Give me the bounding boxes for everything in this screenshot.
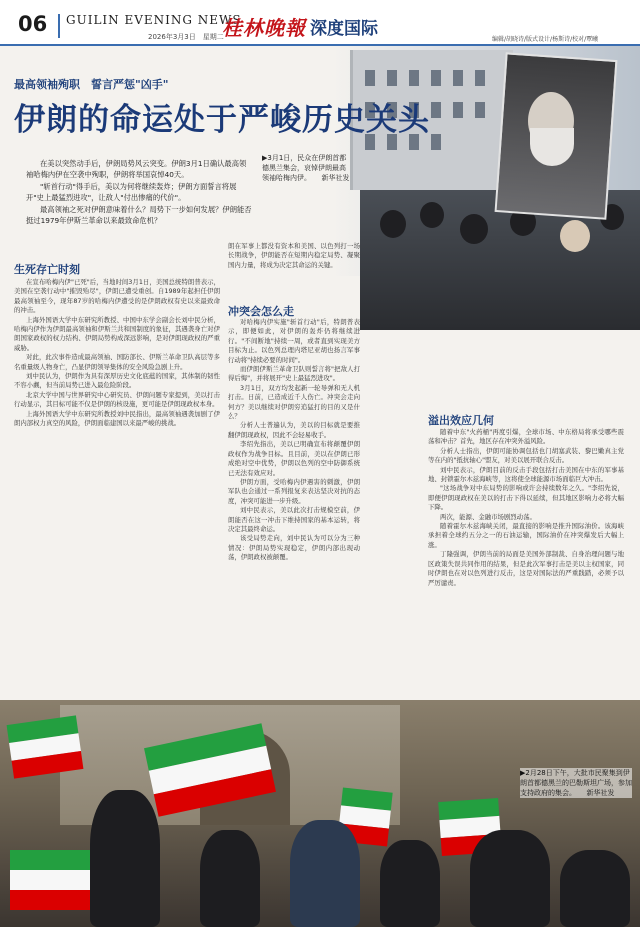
section-heading: 生死存亡时刻: [14, 263, 80, 276]
intro-paragraph: 在美以突然动手后，伊朗局势风云突变。伊朗3月1日确认最高领袖哈梅内伊在空袭中殉职，伊朗将举国哀悼40天。: [26, 159, 247, 179]
body-paragraph: 刘中民认为，伊朗作为具有深厚历史文化底蕴的国家，其体制的韧性不容小觑，但当前局势已进入最危险阶段。: [14, 372, 220, 390]
body-paragraph: 上海外国语大学中东研究所教授、中国中东学会副会长刘中民分析，哈梅内伊作为伊朗最高领袖和伊斯兰共和国制度的象征，其遇袭身亡对伊朗国家政权的权力结构、伊朗局势构成深远影响，是对伊朗现政权的严重威胁。: [14, 315, 220, 352]
body-paragraph: 随着中东"火药桶"再度引爆，全球市场、中东格局将承受哪些震荡和冲击？首先，地区存在冲突外溢风险。: [428, 428, 624, 446]
body-paragraph: 北京大学中国与世界研究中心研究员、伊朗问题专家提到，美以打击行动显示，其目标可能不仅是伊朗的核设施，更可能是伊朗现政权本身。: [14, 390, 220, 409]
body-paragraph: 而伊朗伊斯兰革命卫队则誓言将"把敌人打得后悔"，并将展开"史上最猛烈进攻"。: [228, 365, 360, 383]
top-photo-caption: ▶3月1日，民众在伊朗首都德黑兰集会，哀悼伊朗最高领袖哈梅内伊。 新华社发: [262, 154, 350, 182]
body-paragraph: 对哈梅内伊实施"斩首行动"后，特朗普表示，即便如此，对伊朗的轰炸仍将继续进行。"不间断地"持续一周，或者直到实现美方目标为止。以色列总理内塔尼亚胡也扬言军事行动将"持续必要的时间"。: [228, 318, 360, 364]
section-heading: 溢出效应几何: [428, 414, 494, 427]
paper-brand-logo: 桂林晚報: [222, 16, 306, 40]
protester-figure: [380, 840, 440, 927]
body-paragraph: 该受局势走向，刘中民认为可以分为三种情况：伊朗局势实现稳定，伊朗内部出现动荡，伊朗政权被颠覆。: [228, 534, 360, 562]
body-paragraph: 在宣布哈梅内伊"已死"后，当地时间3月1日，美国总统特朗普表示，美国在空袭行动中"摧毁殆尽"，伊朗已遭受重创。自1989年起担任伊朗最高领袖至今，现年87岁的哈梅内伊遭受的是伊朗政权有史以来最致命的冲击。: [14, 278, 220, 315]
bottom-photo-caption: ▶2月28日下午，大批市民聚集到伊朗首都德黑兰的巴勒斯坦广场，参加支持政府的集会。 新华社发: [520, 769, 632, 797]
intro-paragraph: 最高领袖之死对伊朗意味着什么？局势下一步如何发展？伊朗能否挺过1979年伊斯兰革命以来最致命危机？: [26, 205, 252, 225]
header-divider: [58, 14, 60, 38]
article-deck: 最高领袖殉职 誓言严惩"凶手": [14, 78, 169, 91]
body-paragraph: 分析人士指出，伊朗可能协调包括也门胡塞武装、黎巴嫩真主党等在内的"抵抗轴心"盟友，对美以展开联合反击。: [428, 446, 624, 465]
protester-figure: [90, 790, 160, 927]
protester-figure: [560, 850, 630, 927]
section-body: [14, 278, 220, 429]
iran-flag-icon: [7, 715, 84, 778]
body-paragraph: 随着霍尔木兹海峡关闭，最直接的影响是推升国际油价。该海峡承担着全球约五分之一的石油运输，国际油价在冲突爆发后大幅上涨。: [428, 522, 624, 549]
body-paragraph: 伊朗方面，受哈梅内伊遇害的刺激，伊朗军队也会通过一系列报复来表达坚决对抗的态度，冲突可能进一步升级。: [228, 477, 360, 505]
issue-date: 2026年3月3日 星期二: [148, 33, 224, 41]
section-body: [228, 318, 360, 563]
iran-flag-icon: [10, 850, 100, 910]
paper-name-en: GUILIN EVENING NEWS: [66, 13, 242, 27]
body-paragraph: 丁隆强调，伊朗当前的局面是美国外部制裁、自身治理问题与地区政策失误共同作用的结果，但是此次军事打击是美以主权国家，同时伊朗也在对以色列进行反击，这是对国际法的严重践踏，必须予以严厉谴责。: [428, 550, 624, 587]
section-heading: 冲突会怎么走: [228, 305, 294, 318]
body-paragraph: 对此，此次事件造成最高领袖、国防部长、伊斯兰革命卫队高层等多名重量级人物身亡，凸显伊朗领导集体的安全风险急剧上升。: [14, 353, 220, 371]
body-paragraph: 上海外国语大学中东研究所教授刘中民指出，最高领袖遇袭加剧了伊朗内部权力真空的风险，伊朗面临建国以来最严峻的挑战。: [14, 409, 220, 428]
body-paragraph: "这场战争对中东局势的影响或许会持续数年之久。"李绍先说，即便伊朗现政权在美以的打击下得以延续，但其地区影响力必将大幅下降。: [428, 484, 624, 512]
page-number: 06: [18, 12, 48, 36]
protester-figure: [200, 830, 260, 927]
section-title: 深度国际: [310, 19, 378, 39]
intro-paragraph: "斩首行动"得手后，美以为何将继续轰炸；伊朗方面誓言将展开"史上最猛烈进攻"，让敌人"付出惨痛的代价"。: [26, 182, 237, 202]
article-headline: 伊朗的命运处于严峻历史关头: [14, 102, 430, 138]
article-intro: [26, 158, 252, 227]
section-lead: 朗在军事上都没有资本和美国、以色列打一场长期战争，伊朗能否在短期内稳定局势、凝聚国内力量，将成为决定其命运的关键。: [228, 242, 360, 269]
body-paragraph: 3月1日，双方均发起新一轮导弹和无人机打击。日前，已造成近千人伤亡。冲突会走向何方？美以继续对伊朗穷追猛打的目的又是什么？: [228, 383, 360, 421]
protester-figure: [290, 820, 360, 927]
body-paragraph: 两次，能源、金融市场剧烈动荡。: [440, 512, 536, 521]
body-paragraph: 分析人士普遍认为，美以的目标就是要推翻伊朗现政权，因此不会轻易收手。: [228, 421, 360, 439]
protester-figure: [470, 830, 550, 927]
body-paragraph: 李绍先指出，美以已明确宣布将颠覆伊朗政权作为战争目标。且目前，美以在伊朗已形成绝对空中优势，伊朗以色列的空中防御系统已无法有效应对。: [228, 440, 360, 477]
editor-credits: 编辑/胡晓诗/版式设计/杨斯诗/校对/覃曦: [492, 36, 599, 43]
section-body: [428, 428, 624, 588]
body-paragraph: 刘中民表示，美以此次打击规模空前，伊朗能否在这一冲击下维持国家的基本运转，将决定其最终命运。: [228, 506, 360, 533]
body-paragraph: 刘中民表示，伊朗目前的反击手段包括打击美国在中东的军事基地、封锁霍尔木兹海峡等，这将使全球能源市场面临巨大冲击。: [428, 465, 624, 484]
